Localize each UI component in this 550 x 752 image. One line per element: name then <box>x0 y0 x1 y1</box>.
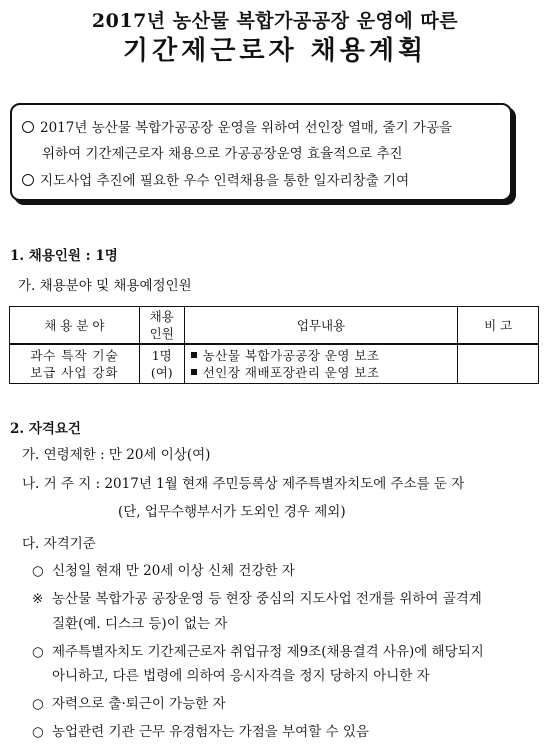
age-limit: 가. 연령제한 : 만 20세 이상(여) <box>22 447 211 463</box>
criteria-item-4: ○ 자력으로 출·퇴근이 가능한 자 <box>32 696 226 712</box>
document-title-line1: 2017년 농산물 복합가공공장 운영에 따른 <box>91 10 459 32</box>
duty-item-1: 농산물 복합가공공장 운영 보조 <box>191 347 458 364</box>
duty-item-2: 선인장 재배포장관리 운영 보조 <box>191 364 458 381</box>
criteria-title: 다. 자격기준 <box>22 536 96 552</box>
header-field: 채 용 분 야 <box>10 307 140 345</box>
circle-bullet-icon: ○ <box>32 696 44 712</box>
circle-bullet-icon: ○ <box>32 724 44 740</box>
header-duties: 업무내용 <box>184 307 458 345</box>
residence-requirement: 나. 거 주 지 : 2017년 1월 현재 주민등록상 제주특별자치도에 주소를 둔 자 <box>22 476 465 492</box>
section2-heading: 2. 자격요건 <box>10 421 81 437</box>
summary-item-2: 지도사업 추진에 필요한 우수 인력채용을 통한 일자리창출 기여 <box>22 169 409 189</box>
circle-bullet-icon <box>22 174 34 186</box>
summary-item-1-cont: 위하여 기간제근로자 채용으로 가공공장운영 효율적으로 추진 <box>42 146 403 162</box>
criteria-item-3: ○ 제주특별자치도 기간제근로자 취업규정 제9조(채용결격 사유)에 해당되지 <box>32 644 484 660</box>
residence-exception: (단, 업무수행부서가 도외인 경우 제외) <box>118 504 346 520</box>
summary-box <box>10 103 512 201</box>
criteria-item-3-cont: 아니하고, 다른 법령에 의하여 응시자격을 정지 당하지 아니한 자 <box>52 668 430 684</box>
table-row <box>10 344 539 384</box>
criteria-item-5: ○ 농업관련 기관 근무 유경험자는 가점을 부여할 수 있음 <box>32 724 369 740</box>
document-title-line2: 기간제근로자 채용계획 <box>122 36 428 66</box>
cell-count: 1명 (여) <box>139 344 184 384</box>
reference-mark-icon: ※ <box>32 591 44 607</box>
header-count: 채용 인원 <box>139 307 184 345</box>
criteria-item-2: ※ 농산물 복합가공 공장운영 등 현장 중심의 지도사업 전개를 위하여 골격계 <box>32 591 482 607</box>
criteria-item-1: ○ 신청일 현재 만 20세 이상 신체 건강한 자 <box>32 563 295 579</box>
header-note: 비 고 <box>458 307 539 345</box>
square-bullet-icon <box>191 369 197 375</box>
section1-sub: 가. 채용분야 및 채용예정인원 <box>18 278 192 294</box>
table-header-row <box>10 307 539 345</box>
circle-bullet-icon <box>22 121 34 133</box>
square-bullet-icon <box>191 352 197 358</box>
section1-heading: 1. 채용인원 : 1명 <box>10 248 118 264</box>
circle-bullet-icon: ○ <box>32 644 44 660</box>
summary-item-1: 2017년 농산물 복합가공공장 운영을 위하여 선인장 열매, 줄기 가공을 <box>22 116 452 136</box>
cell-duties <box>184 344 458 384</box>
recruitment-table <box>9 306 539 384</box>
criteria-item-2-cont: 질환(예. 디스크 등)이 없는 자 <box>52 616 228 632</box>
cell-note <box>458 344 539 384</box>
cell-field: 과수 특작 기술 보급 사업 강화 <box>10 344 140 384</box>
circle-bullet-icon: ○ <box>32 563 44 579</box>
